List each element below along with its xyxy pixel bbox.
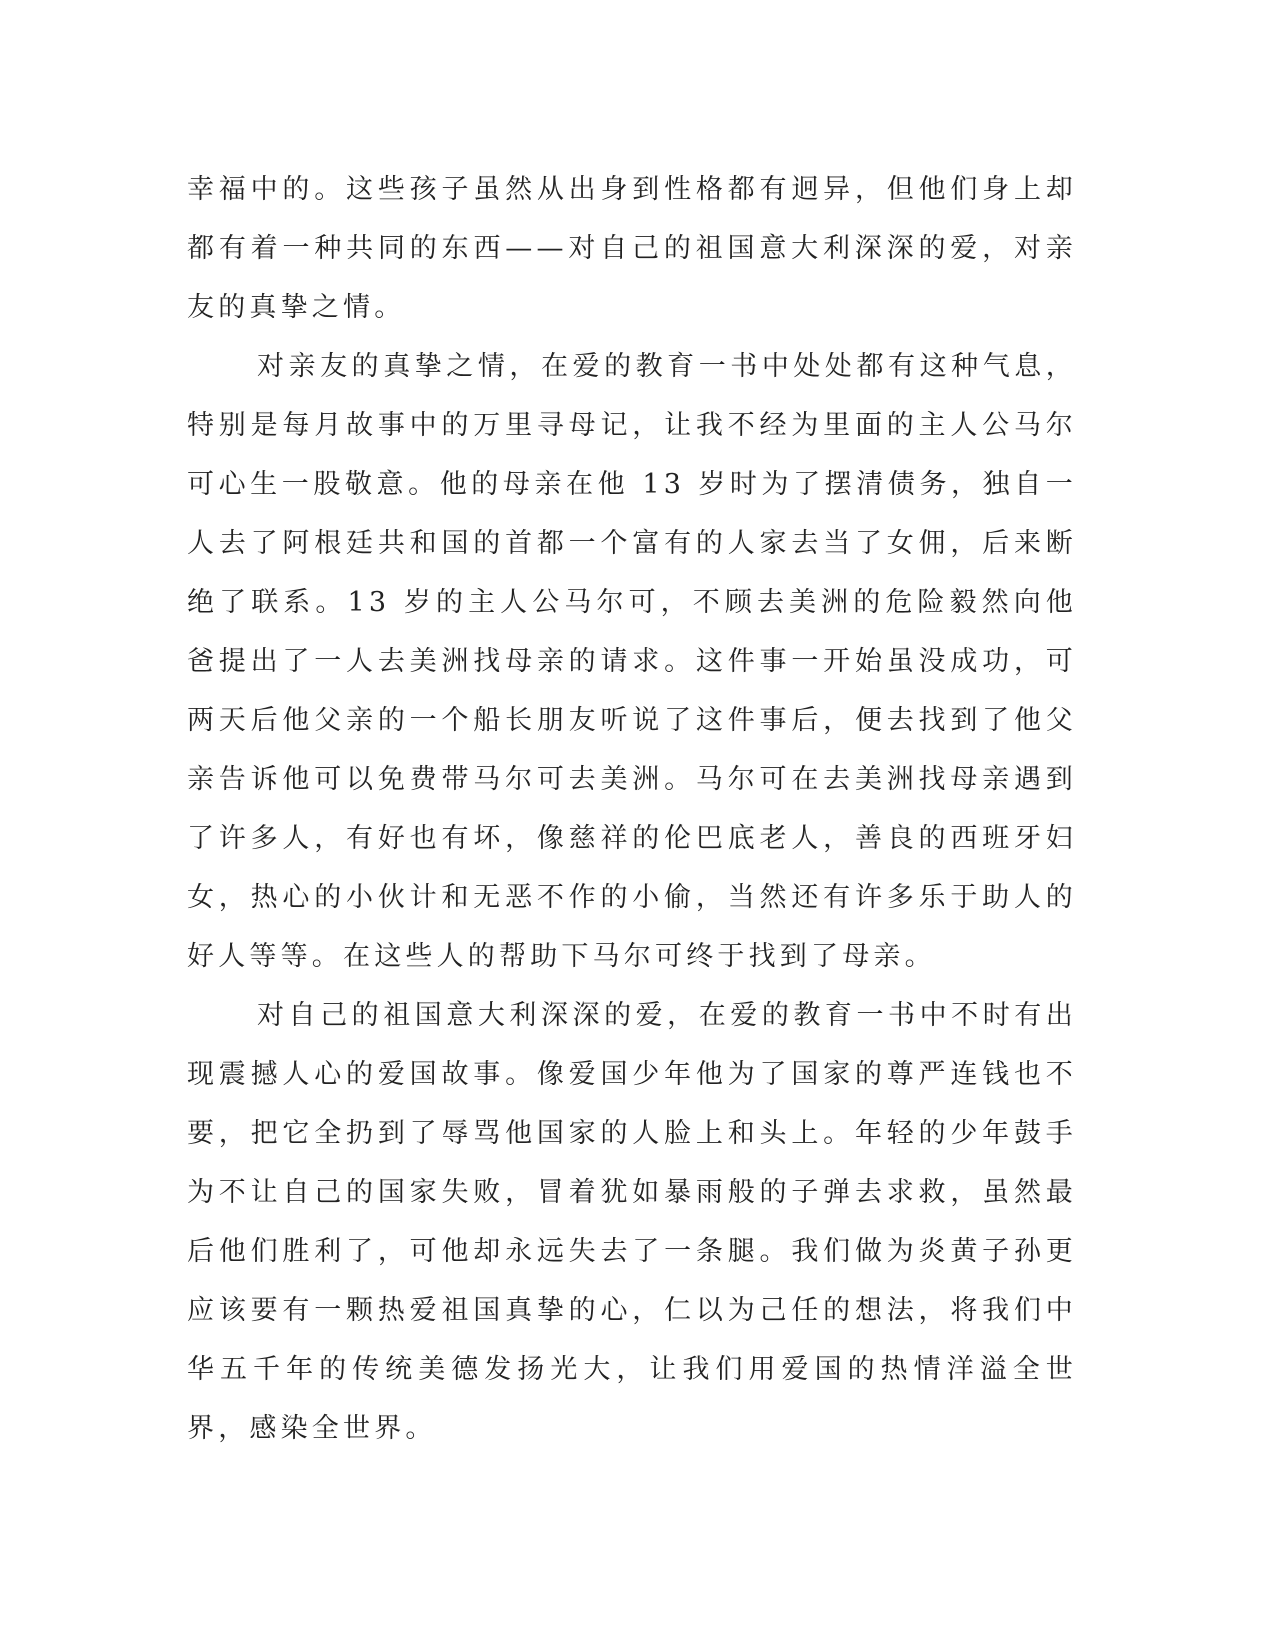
body-text bbox=[187, 160, 1077, 1458]
paragraph-mother-search: 对亲友的真挚之情，在爱的教育一书中处处都有这种气息，特别是每月故事中的万里寻母记，让我不经为里面的主人公马尔可心生一股敬意。他的母亲在他 13 岁时为了摆清债务，独自一人去了阿根廷共和国的首都一个富有的人家去当了女佣，后来断绝了联系。13 岁的主人公马尔可，不顾去美洲的危险毅然向他爸提出了一人去美洲找母亲的请求。这件事一开始虽没成功，可两天后他父亲的一个船长朋友听说了这件事后，便去找到了他父亲告诉他可以免费带马尔可去美洲。马尔可在去美洲找母亲遇到了许多人，有好也有坏，像慈祥的伦巴底老人，善良的西班牙妇女，热心的小伙计和无恶不作的小偷，当然还有许多乐于助人的好人等等。在这些人的帮助下马尔可终于找到了母亲。 bbox=[187, 351, 1077, 972]
paragraph-continuation: 幸福中的。这些孩子虽然从出身到性格都有迥异，但他们身上却都有着一种共同的东西——对自己的祖国意大利深深的爱，对亲友的真挚之情。 bbox=[187, 174, 1077, 323]
paragraph-patriotism: 对自己的祖国意大利深深的爱，在爱的教育一书中不时有出现震撼人心的爱国故事。像爱国少年他为了国家的尊严连钱也不要，把它全扔到了辱骂他国家的人脸上和头上。年轻的少年鼓手为不让自己的国家失败，冒着犹如暴雨般的子弹去求救，虽然最后他们胜利了，可他却永远失去了一条腿。我们做为炎黄子孙更应该要有一颗热爱祖国真挚的心，仁以为己任的想法，将我们中华五千年的传统美德发扬光大，让我们用爱国的热情洋溢全世界，感染全世界。 bbox=[187, 1000, 1077, 1444]
